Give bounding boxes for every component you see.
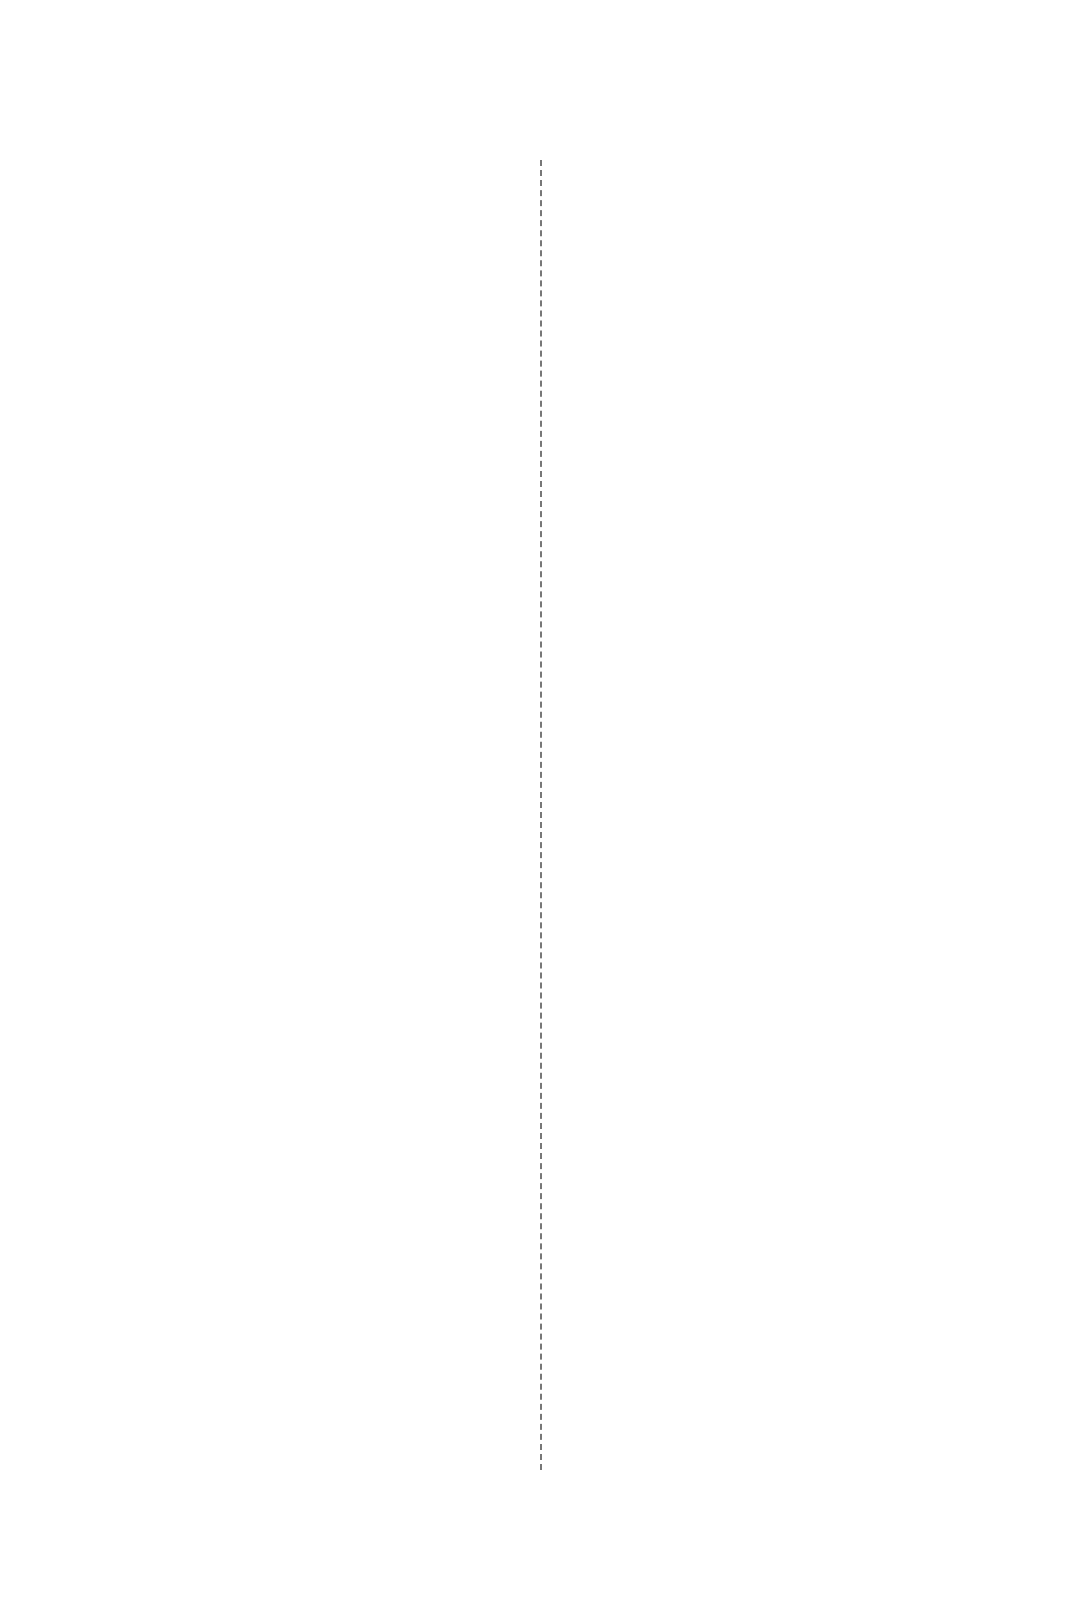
page-footer: [0, 1487, 1066, 1512]
column-divider: [540, 160, 542, 1470]
